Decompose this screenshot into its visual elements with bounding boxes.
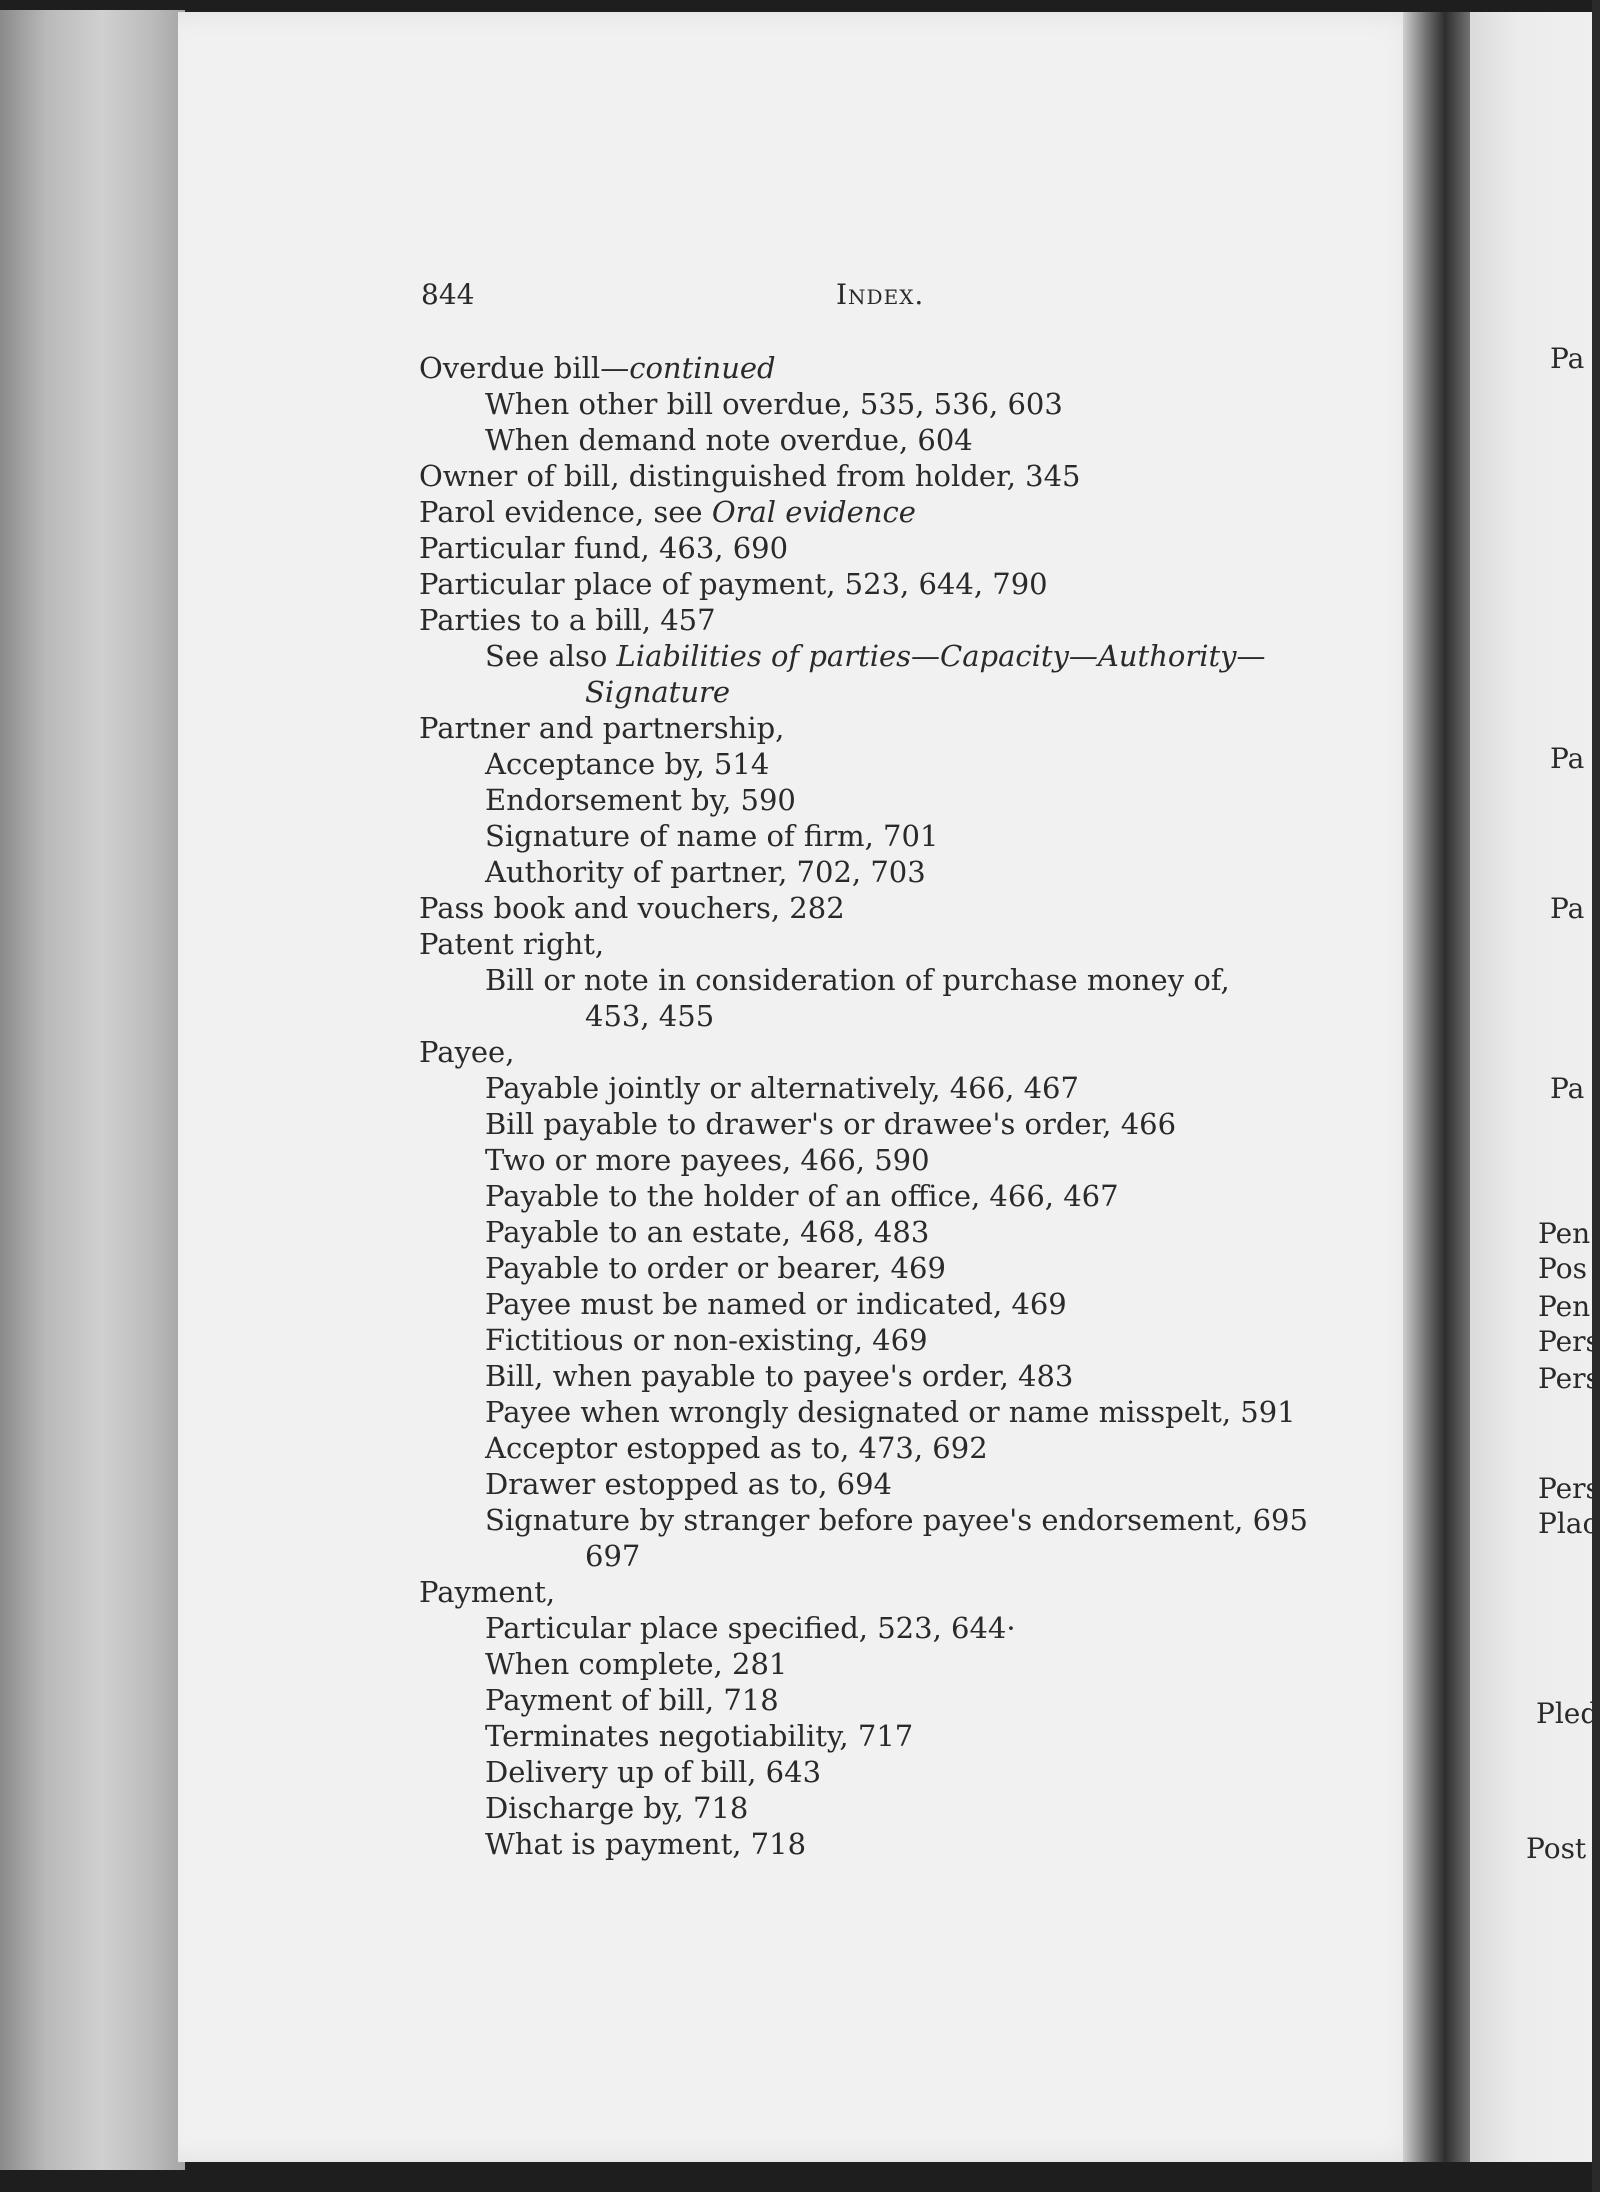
index-entry bbox=[419, 566, 1319, 602]
index-entry-text: Payee must be named or indicated, 469 bbox=[485, 1287, 1067, 1321]
index-entry-text: Authority of partner, 702, 703 bbox=[485, 855, 926, 889]
page-header bbox=[421, 278, 1271, 318]
facing-page-text: Pen bbox=[1538, 1217, 1591, 1250]
index-entry bbox=[419, 1682, 1319, 1718]
index-entry-text: Payable to the holder of an office, 466, 467 bbox=[485, 1179, 1119, 1213]
index-entry bbox=[419, 1322, 1319, 1358]
book-gutter bbox=[1403, 12, 1473, 2162]
index-entry-text: Parties to a bill, 457 bbox=[419, 603, 716, 637]
index-entry bbox=[419, 1718, 1319, 1754]
index-entry-text: Payable jointly or alternatively, 466, 467 bbox=[485, 1071, 1079, 1105]
index-entry bbox=[419, 530, 1319, 566]
facing-page-text: Pa bbox=[1550, 742, 1585, 775]
index-entry-text: 453, 455 bbox=[585, 999, 715, 1033]
facing-page-text: Pled bbox=[1536, 1697, 1599, 1730]
index-entry-text: Payable to an estate, 468, 483 bbox=[485, 1215, 930, 1249]
index-entry-text: Terminates negotiability, 717 bbox=[485, 1719, 914, 1753]
index-entry bbox=[419, 890, 1319, 926]
facing-page-text: Pers bbox=[1538, 1362, 1600, 1395]
index-entry-italic: Signature bbox=[585, 675, 731, 709]
index-entry bbox=[419, 746, 1319, 782]
index-entry-text: Partner and partnership, bbox=[419, 711, 785, 745]
index-entry bbox=[419, 1358, 1319, 1394]
index-entry-text: Payment of bill, 718 bbox=[485, 1683, 779, 1717]
index-entry bbox=[419, 1646, 1319, 1682]
facing-page-text: Pos bbox=[1538, 1252, 1587, 1285]
index-entry bbox=[419, 458, 1319, 494]
index-entry-text: Payee, bbox=[419, 1035, 515, 1069]
index-entry-text: Endorsement by, 590 bbox=[485, 783, 796, 817]
facing-page-text: Pa bbox=[1550, 1072, 1585, 1105]
index-entry-text: Overdue bill— bbox=[419, 351, 630, 385]
index-entry-text: Acceptance by, 514 bbox=[485, 747, 770, 781]
index-entry bbox=[419, 1466, 1319, 1502]
index-entry bbox=[419, 818, 1319, 854]
facing-page-text: Pa bbox=[1550, 892, 1585, 925]
index-entry bbox=[419, 1826, 1319, 1862]
index-entry bbox=[419, 602, 1319, 638]
index-entry bbox=[419, 1178, 1319, 1214]
index-entry-text: 697 bbox=[585, 1539, 641, 1573]
index-entry bbox=[419, 926, 1319, 962]
index-entry-text: What is payment, 718 bbox=[485, 1827, 807, 1861]
index-entry bbox=[419, 1250, 1319, 1286]
index-entry bbox=[419, 710, 1319, 746]
index-entry-text: Payment, bbox=[419, 1575, 556, 1609]
index-entry-text: Particular fund, 463, 690 bbox=[419, 531, 789, 565]
index-entry bbox=[419, 638, 1319, 674]
facing-page-text: Post bbox=[1526, 1832, 1587, 1865]
index-entry-text: When demand note overdue, 604 bbox=[485, 423, 973, 457]
index-entry-text: Delivery up of bill, 643 bbox=[485, 1755, 822, 1789]
index-entry bbox=[419, 998, 1319, 1034]
index-entry-text: Pass book and vouchers, 282 bbox=[419, 891, 845, 925]
index-entry-italic: continued bbox=[629, 351, 776, 385]
index-entry bbox=[419, 1754, 1319, 1790]
index-entry-text: Bill, when payable to payee's order, 483 bbox=[485, 1359, 1074, 1393]
index-entry bbox=[419, 1142, 1319, 1178]
facing-page-fragment bbox=[1470, 12, 1600, 2162]
facing-page-text: Pa bbox=[1550, 342, 1585, 375]
index-entry-text: Particular place specified, 523, 644· bbox=[485, 1611, 1016, 1645]
left-page-edges bbox=[0, 10, 185, 2170]
index-entry-text: See also bbox=[485, 639, 617, 673]
index-entry bbox=[419, 1214, 1319, 1250]
index-entry-text: Payable to order or bearer, 469 bbox=[485, 1251, 946, 1285]
index-entry-text: Drawer estopped as to, 694 bbox=[485, 1467, 892, 1501]
index-entry-text: Parol evidence, see bbox=[419, 495, 712, 529]
index-entry-text: Two or more payees, 466, 590 bbox=[485, 1143, 930, 1177]
index-entry bbox=[419, 1574, 1319, 1610]
page-number: 844 bbox=[421, 278, 475, 311]
index-entry bbox=[419, 386, 1319, 422]
index-entry-text: Signature of name of firm, 701 bbox=[485, 819, 939, 853]
index-entry-text: Patent right, bbox=[419, 927, 605, 961]
index-entry-text: Payee when wrongly designated or name misspelt, 591 bbox=[485, 1395, 1296, 1429]
index-entry bbox=[419, 422, 1319, 458]
facing-page-text: Plac bbox=[1538, 1507, 1599, 1540]
running-head: Index. bbox=[836, 278, 925, 311]
index-entry-italic: Liabilities of parties—Capacity—Authority— bbox=[616, 639, 1266, 673]
index-entry bbox=[419, 1610, 1319, 1646]
index-entry-text: Bill or note in consideration of purchase money of, bbox=[485, 963, 1230, 997]
index-entry bbox=[419, 1034, 1319, 1070]
index-entry-text: Signature by stranger before payee's endorsement, 695 bbox=[485, 1503, 1308, 1537]
index-entry bbox=[419, 1502, 1319, 1538]
index-entry bbox=[419, 1394, 1319, 1430]
index-entry bbox=[419, 1070, 1319, 1106]
index-entry-text: Acceptor estopped as to, 473, 692 bbox=[485, 1431, 988, 1465]
index-entry-text: When other bill overdue, 535, 536, 603 bbox=[485, 387, 1063, 421]
index-entry bbox=[419, 674, 1319, 710]
index-entry bbox=[419, 854, 1319, 890]
index-entry bbox=[419, 1286, 1319, 1322]
index-entry bbox=[419, 1106, 1319, 1142]
index-entries bbox=[419, 350, 1319, 1862]
index-entry-text: Owner of bill, distinguished from holder, 345 bbox=[419, 459, 1081, 493]
index-entry-text: Discharge by, 718 bbox=[485, 1791, 749, 1825]
index-entry bbox=[419, 350, 1319, 386]
facing-page-text: Pers bbox=[1538, 1325, 1600, 1358]
index-entry-italic: Oral evidence bbox=[711, 495, 916, 529]
index-entry bbox=[419, 1430, 1319, 1466]
index-entry bbox=[419, 1538, 1319, 1574]
index-entry bbox=[419, 962, 1319, 998]
index-entry bbox=[419, 782, 1319, 818]
index-entry-text: When complete, 281 bbox=[485, 1647, 788, 1681]
index-entry bbox=[419, 494, 1319, 530]
facing-page-text: Pen bbox=[1538, 1290, 1591, 1323]
index-entry-text: Particular place of payment, 523, 644, 790 bbox=[419, 567, 1048, 601]
index-entry bbox=[419, 1790, 1319, 1826]
index-entry-text: Bill payable to drawer's or drawee's order, 466 bbox=[485, 1107, 1177, 1141]
index-entry-text: Fictitious or non-existing, 469 bbox=[485, 1323, 928, 1357]
facing-page-text: Pers bbox=[1538, 1472, 1600, 1505]
